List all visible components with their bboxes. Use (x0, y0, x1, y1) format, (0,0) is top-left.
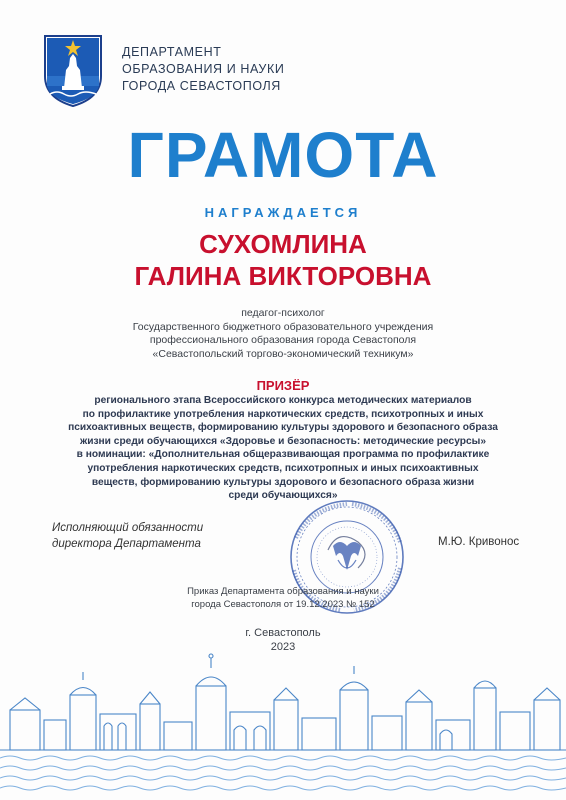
recipient-surname: СУХОМЛИНА (199, 229, 367, 259)
description-line: в номинации: «Дополнительная общеразвивающая программа по профилактике (76, 449, 490, 461)
year: 2023 (270, 641, 296, 653)
signatory-role-line-2: директора Департамента (52, 538, 201, 550)
order-line-2: города Севастополя от 19.12.2023 № 152 (191, 598, 375, 610)
city: г. Севастополь (245, 627, 321, 639)
awarded-label: НАГРАЖДАЕТСЯ (204, 205, 362, 220)
award-description (0, 394, 566, 503)
department-name (122, 44, 284, 95)
department-line-3: ГОРОДА СЕВАСТОПОЛЯ (122, 79, 281, 93)
sevastopol-coat-of-arms-icon (42, 32, 104, 108)
document-title: ГРАМОТА (127, 119, 439, 191)
department-line-2: ОБРАЗОВАНИЯ И НАУКИ (122, 62, 285, 76)
signatory-role (52, 520, 203, 552)
recipient-name (0, 228, 566, 292)
description-line: жизни среди обучающихся «Здоровье и безопасность: методические ресурсы» (79, 435, 487, 447)
order-line-1: Приказ Департамента образования и науки (187, 586, 379, 597)
position-line: педагог-психолог (241, 307, 325, 319)
city-skyline-illustration (0, 640, 566, 800)
recipient-given-names: ГАЛИНА ВИКТОРОВНА (134, 261, 432, 291)
prize-title: ПРИЗЁР (256, 378, 310, 393)
description-line: употребления наркотических средств, психотропных и иных психоактивных (87, 462, 479, 474)
position-line: профессионального образования города Севастополя (149, 334, 417, 346)
description-line: регионального этапа Всероссийского конкурса методических материалов (94, 395, 472, 406)
recipient-position (0, 307, 566, 361)
position-line: «Севастопольский торгово-экономический техникум» (152, 347, 414, 360)
description-line: психоактивных веществ, формированию культуры здорового и безопасного образа (68, 422, 498, 434)
department-line-1: ДЕПАРТАМЕНТ (122, 45, 222, 59)
header (42, 32, 342, 112)
description-line: веществ, формированию культуры здорового и безопасного образа жизни (91, 476, 475, 488)
description-line: по профилактике употребления наркотических средств, психотропных и иных (82, 408, 484, 420)
position-line: Государственного бюджетного образовательного учреждения (132, 320, 434, 333)
signatory-name: М.Ю. Кривонос (438, 536, 520, 548)
description-line: среди обучающихся» (228, 490, 338, 502)
order-reference (0, 586, 566, 611)
signatory-role-line-1: Исполняющий обязанности (52, 522, 204, 534)
